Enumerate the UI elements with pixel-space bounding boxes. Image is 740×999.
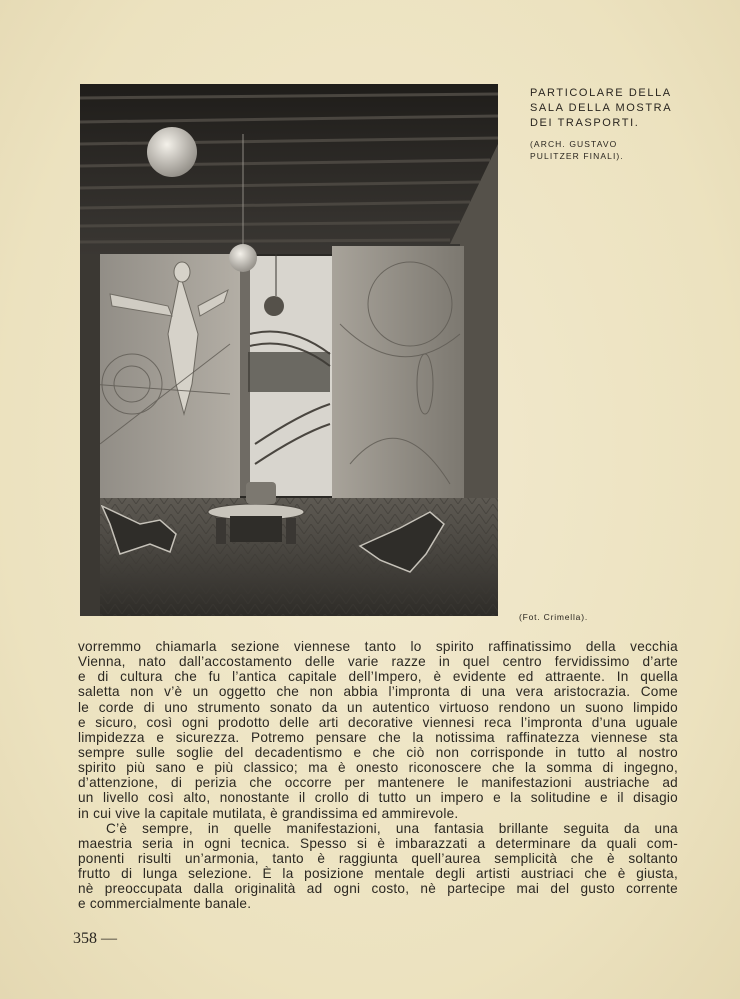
- body-line: Vienna, nato dall’accostamento delle varie razze in quel centro fervidissimo d’arte: [78, 654, 678, 670]
- architect-credit: [530, 138, 700, 162]
- body-line: nè preoccupata dalla originalità ad ogni costo, nè partecipe mai del gusto corrente: [78, 881, 678, 897]
- body-line: d’attenzione, di perizia che occorre per mantenere le manifestazioni austriache ad: [78, 775, 678, 791]
- body-line: e sicuro, così ogni prodotto delle arti decorative viennesi reca l’impronta d’una uguale: [78, 714, 678, 730]
- body-line: maestria seria in ogni tecnica. Spesso si è imbarazzati a determinare da quali com-: [78, 835, 678, 851]
- credit-line-2: PULITZER FINALI).: [530, 151, 624, 161]
- exhibition-hall-photo: [80, 84, 498, 616]
- body-line: saletta non v’è un oggetto che non abbia l’impronta di una vera aristocrazia. Come: [78, 684, 678, 700]
- caption-line-3: DEI TRASPORTI.: [530, 117, 640, 129]
- body-line: frutto di lunga selezione. È la posizione mentale degli artisti austriaci che è giusta,: [78, 866, 678, 882]
- body-line: C’è sempre, in quelle manifestazioni, una fantasia brillante seguita da una: [106, 820, 678, 836]
- photo-illustration: [80, 84, 498, 616]
- photo-caption: [530, 86, 700, 131]
- body-line: limpidezza e sicurezza. Potremo pensare che la notissima raffinatezza viennese sta: [78, 729, 678, 745]
- body-line: le corde di uno strumento sonato da un autentico virtuoso rendono un suono limpido: [78, 699, 678, 715]
- body-line: vorremmo chiamarla sezione viennese tanto lo spirito raffinatissimo della vecchia: [78, 639, 678, 654]
- body-line: e di cultura che fu l’antica capitale dell’Impero, è evidente ed attraente. In quella: [78, 669, 678, 685]
- page-number: 358 —: [73, 930, 117, 947]
- body-line: sempre sulle soglie del decadentismo e che ciò non corrisponde in tutto al nostro: [78, 744, 678, 760]
- body-line: spirito più sano e più classico; ma è onesto riconoscere che la somma di ingegno,: [78, 760, 678, 776]
- caption-line-1: PARTICOLARE DELLA: [530, 87, 672, 99]
- article-body: [78, 639, 678, 912]
- body-line: in cui vive la capitale mutilata, è grandissima ed ammirevole.: [78, 805, 459, 821]
- caption-line-2: SALA DELLA MOSTRA: [530, 102, 673, 114]
- photo-credit: (Fot. Crimella).: [519, 612, 588, 622]
- body-line: un livello così alto, nonostante il crollo di tutto un impero e la solitudine e il disagio: [78, 790, 678, 806]
- body-line: ponenti risulti un’armonia, tanto è raggiunta quell’aurea semplicità che è soltanto: [78, 850, 678, 866]
- credit-line-1: (ARCH. GUSTAVO: [530, 139, 618, 149]
- body-line: e commercialmente banale.: [78, 896, 252, 912]
